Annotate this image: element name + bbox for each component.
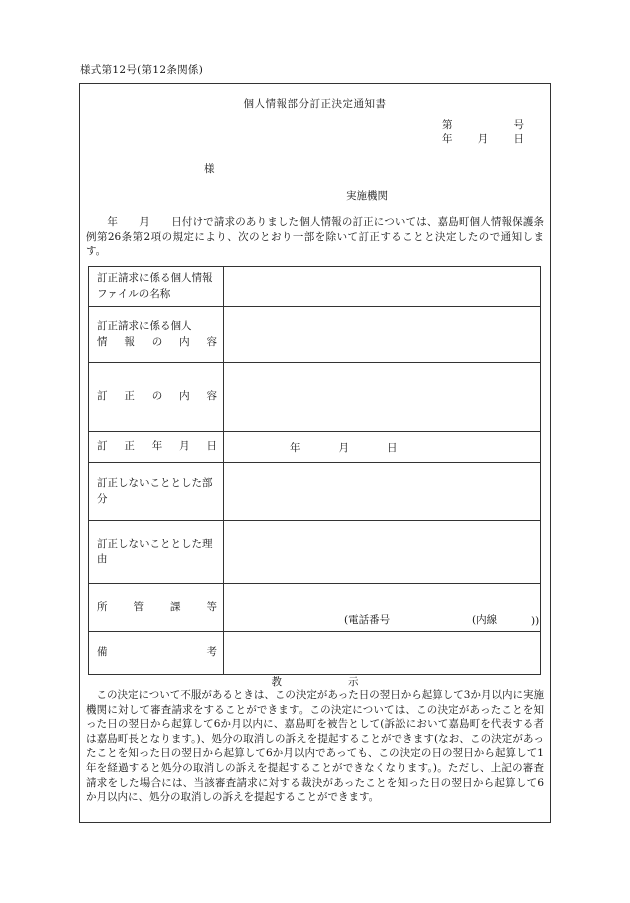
table-row <box>89 432 541 463</box>
addressee-suffix: 様 <box>204 163 215 175</box>
label-spread <box>97 439 217 455</box>
correction-day: 日 <box>387 441 398 454</box>
number-suffix: 号 <box>513 119 524 131</box>
row-label-correction-content <box>89 363 224 432</box>
correction-date-fields <box>224 440 540 455</box>
table-row <box>89 463 541 521</box>
row-value-uncorrected-part <box>224 463 541 521</box>
label-char: 所 <box>97 600 108 613</box>
agency-label: 実施機関 <box>346 190 388 202</box>
label-char: 容 <box>206 390 217 403</box>
row-label-file-name: 訂正請求に係る個人情報ファイルの名称 <box>89 267 224 307</box>
table-row <box>89 632 541 675</box>
row-label-uncorrected-part: 訂正しないこととした部分 <box>89 463 224 521</box>
row-label-remarks <box>89 632 224 675</box>
label-char: 訂 <box>97 390 108 403</box>
row-value-info-content <box>224 307 541 363</box>
label-char: 容 <box>206 335 217 348</box>
table-row <box>89 267 541 307</box>
row-value-correction-content <box>224 363 541 432</box>
row-value-remarks <box>224 632 541 675</box>
row-label-department <box>89 584 224 632</box>
row-label-correction-date <box>89 432 224 463</box>
body-text: 年 月 日付けで請求のありました個人情報の訂正については、嘉島町個人情報保護条例第26条第2項の規定により、次のとおり一部を除いて訂正することと決定したので通知します。 <box>86 216 544 257</box>
row-label-uncorrected-reason: 訂正しないこととした理由 <box>89 521 224 584</box>
label-char: 月 <box>179 440 190 453</box>
label-spread <box>97 389 217 405</box>
label-char: 備 <box>97 646 108 659</box>
label-char: の <box>151 335 163 348</box>
close-paren: )) <box>531 615 540 627</box>
row-value-uncorrected-reason <box>224 521 541 584</box>
date-day: 日 <box>513 133 524 145</box>
label-char: 日 <box>206 440 217 453</box>
kyoji-char: 教 <box>271 676 282 688</box>
label-char: 訂 <box>97 440 108 453</box>
phone-area <box>224 584 540 631</box>
label-spread <box>97 600 217 616</box>
number-prefix: 第 <box>442 119 453 131</box>
date-month: 月 <box>477 133 489 145</box>
extension-label: (内線 <box>472 614 498 626</box>
label-spread <box>97 645 217 661</box>
label-char: 報 <box>124 335 135 348</box>
label-char: 年 <box>151 440 163 453</box>
table-row <box>89 363 541 432</box>
label-char: 内 <box>179 390 190 403</box>
table-row <box>89 521 541 584</box>
label-char: 内 <box>179 335 190 348</box>
form-number: 様式第12号(第12条関係) <box>80 64 204 76</box>
label-line2 <box>97 335 217 351</box>
kyoji-heading <box>80 674 550 689</box>
label-char: 課 <box>170 600 181 613</box>
table-row <box>89 307 541 363</box>
label-char: 等 <box>206 600 217 613</box>
row-value-correction-date <box>224 432 541 463</box>
document-title: 個人情報部分訂正決定通知書 <box>243 98 387 110</box>
table-row <box>89 584 541 632</box>
label-line1: 訂正請求に係る個人 <box>97 320 192 332</box>
correction-year: 年 <box>290 441 301 454</box>
document-number-line <box>442 117 524 132</box>
row-label-info-content <box>89 307 224 363</box>
notice-text: この決定について不服があるときは、この決定があった日の翌日から起算して3か月以内に実施機関に対して審査請求をすることができます。この決定については、この決定があったことを知った日の翌日から起算して6か月以内に、嘉島町を被告として(訴訟において嘉島町を代表する者は嘉島町長となります。)、処分の取消しの訴えを提起することができます(なお、この決定があったことを知った日の翌日から起算して6か月以内であっても、この決定の日の翌日から起算して1年を経過すると処分の取消しの訴えを提起することができなくなります。)。ただし、上記の審査請求をした場合には、当該審査請求に対する裁決があったことを知った日の翌日から起算して6か月以内に、処分の取消しの訴えを提起することができます。 <box>86 689 544 804</box>
label-char: 正 <box>124 440 135 453</box>
label-char: 管 <box>133 600 144 613</box>
correction-month: 月 <box>338 441 349 454</box>
row-value-file-name <box>224 267 541 307</box>
label-char: 正 <box>124 390 135 403</box>
row-value-department <box>224 584 541 632</box>
correction-table <box>88 266 541 675</box>
document-date-line <box>442 131 524 146</box>
phone-label: (電話番号 <box>344 614 391 626</box>
label-char: 情 <box>97 335 108 348</box>
label-char: の <box>151 390 163 403</box>
label-char: 考 <box>206 646 217 659</box>
document-frame <box>79 83 551 823</box>
kyoji-char: 示 <box>348 676 359 688</box>
date-year: 年 <box>442 133 453 145</box>
